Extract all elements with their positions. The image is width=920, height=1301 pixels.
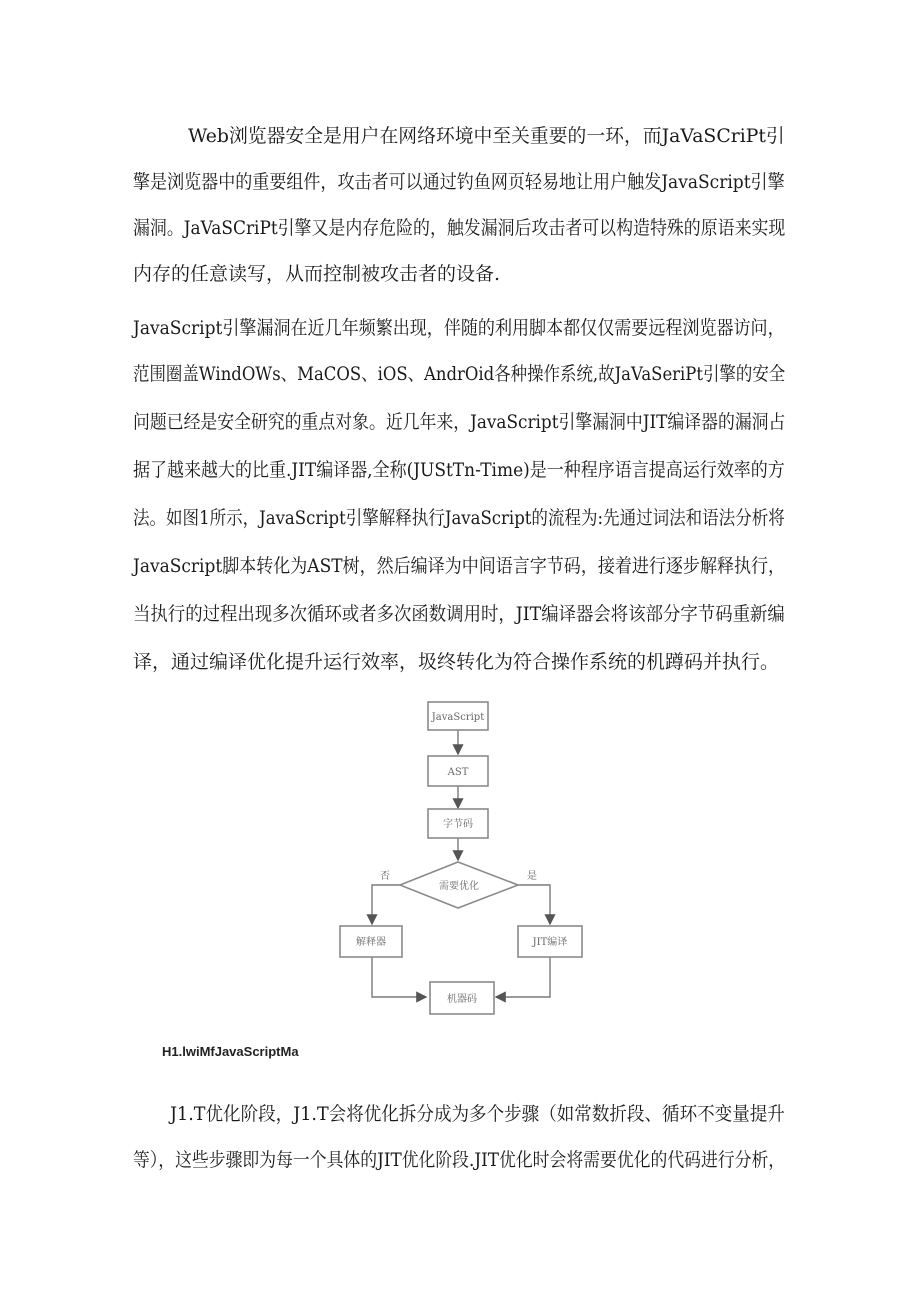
paragraph3-line2: 等），这些步骤即为每一个具体的JIT优化阶段.JIT优化时会将需要优化的代码进行分析， (133, 1149, 786, 1171)
node-ast-label: AST (447, 767, 469, 778)
node-ast (428, 756, 488, 786)
node-jit (518, 926, 582, 957)
paragraph1-line2: 擎是浏览器中的重要组件，攻击者可以通过钓鱼网页轻易地让用户触发JavaScript引擎 (133, 171, 785, 193)
node-machine-code-label: 机器码 (447, 994, 477, 1005)
node-machine-code (430, 982, 494, 1014)
paragraph2-line3: 问题已经是安全研究的重点对象。近几年来，JavaScript引擎漏洞中JIT编译器的漏洞占 (133, 411, 786, 433)
node-bytecode (428, 809, 488, 838)
node-javascript-label: JavaScript (431, 712, 485, 723)
paragraph3-line1: J1.T优化阶段，J1.T会将优化拆分成为多个步骤（如常数折段、循环不变量提升 (170, 1103, 785, 1125)
paragraph2-line4: 据了越来越大的比重.JIT编译器,全称(JUStTn-Time)是一种程序语言提高运行效率的方 (133, 459, 785, 481)
paragraph2-line8: 译，通过编译优化提升运行效率，圾终转化为符合操作系统的机蹲码并执行。 (133, 651, 780, 673)
paragraph2-line5: 法。如图1所示，JavaScript引擎解释执行JavaScript的流程为:先通过词法和语法分析将 (133, 507, 785, 529)
node-javascript (428, 702, 488, 730)
arrow-decision-to-jit (518, 885, 550, 924)
figure-caption: H1.lwiMfJavaScriptMa (162, 1044, 299, 1059)
node-jit-label: JIT编译 (532, 937, 568, 948)
node-bytecode-label: 字节码 (443, 819, 473, 830)
node-decision-label: 需要优化 (439, 881, 479, 892)
arrow-interpreter-to-machine (372, 957, 426, 997)
arrow-decision-to-interpreter (372, 885, 400, 924)
paragraph2-line1: JavaScript引擎漏洞在近几年频繁出现，伴随的利用脚本都仅仅需要远程浏览器访问， (133, 317, 785, 339)
arrow-jit-to-machine (496, 957, 550, 997)
javascript-flowchart (330, 692, 590, 1032)
paragraph2-line6: JavaScript脚本转化为AST树，然后编译为中间语言字节码，接着进行逐步解释执行， (133, 555, 786, 577)
node-interpreter (340, 926, 402, 957)
node-interpreter-label: 解释器 (356, 937, 386, 948)
paragraph1-line4: 内存的任意读写，从而控制被攻击者的设备. (133, 263, 501, 285)
branch-no-label: 否 (380, 871, 390, 882)
paragraph1-line3: 漏洞。JaVaSCriPt引擎又是内存危险的，触发漏洞后攻击者可以构造特殊的原语来实现 (133, 217, 786, 239)
paragraph1-line1: Web浏览器安全是用户在网络环境中至关重要的一环，而JaVaSCriPt引 (188, 125, 785, 147)
paragraph2-line7: 当执行的过程出现多次循环或者多次函数调用时，JIT编译器会将该部分字节码重新编 (133, 603, 785, 625)
node-decision (400, 862, 518, 908)
paragraph2-line2: 范围圈盖WindOWs、MaCOS、iOS、AndrOid各种操作系统,故JaVaSeriPt引擎的安全 (133, 363, 786, 385)
branch-yes-label: 是 (527, 871, 537, 882)
